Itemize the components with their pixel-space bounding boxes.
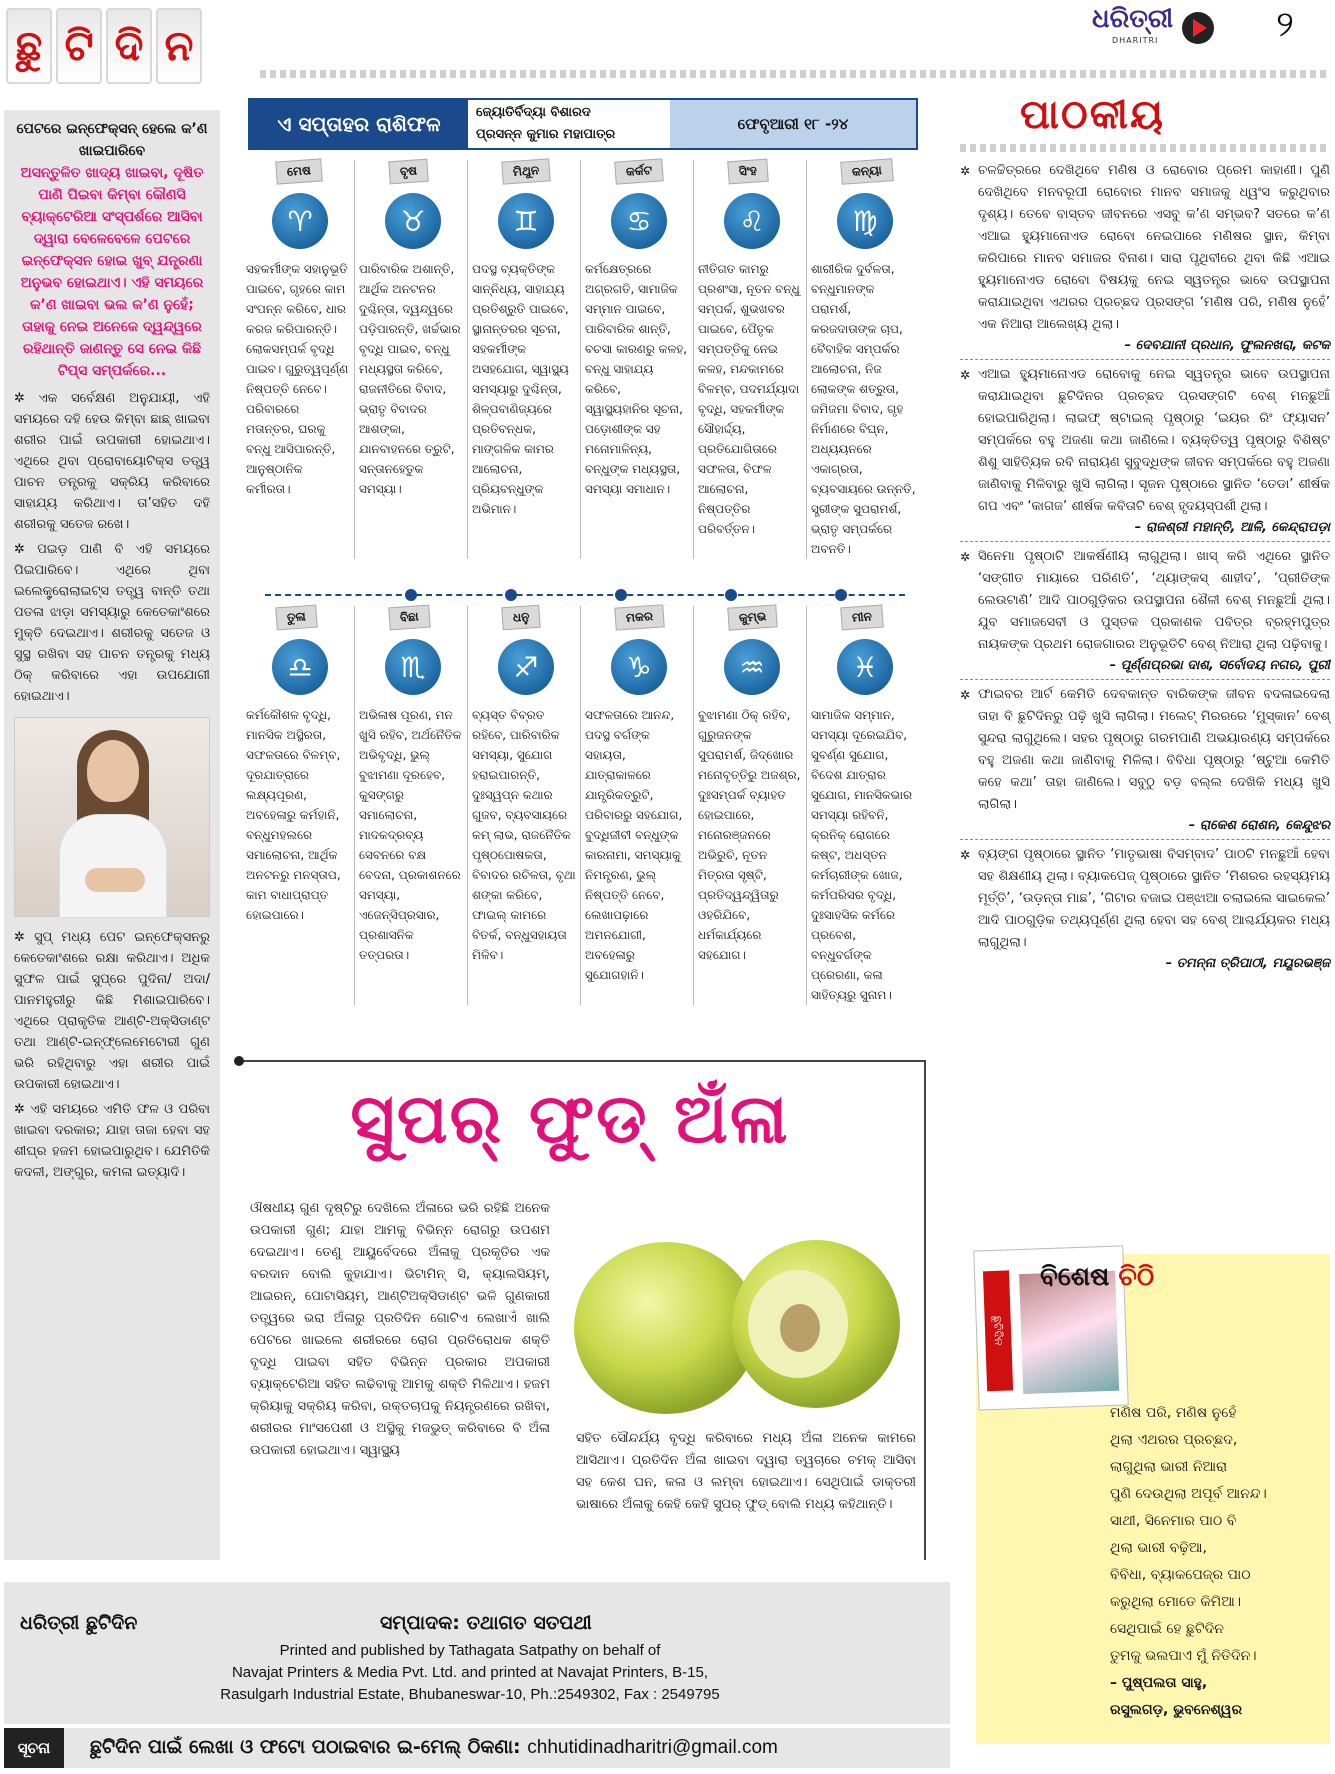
zodiac-gemini (468, 160, 581, 559)
zodiac-cancer (581, 160, 694, 559)
paper-name: ଧରିତ୍ରୀ ଛୁଟିଦିନ (20, 1612, 138, 1634)
zodiac-text: ବ୍ୟସ୍ତ ବିବ୍ରତ ରହିବେ, ପାରିବାରିକ ସମସ୍ୟା, ସୁଯୋଗ ହରାଇପାରନ୍ତି, ଦୁଃସ୍ୱପ୍ନ କଥାର ଗୁଜବ, ବ୍ୟବସାୟରେ କମ୍ ଲାଭ, ରାଜନୈତିକ ପୃଷ୍ଠପୋଷକତା, ବିବାଦର ରଚିଳତା, ବୃଥା ଶଙ୍କା କରିବେ, ଫାଇଲ୍ କାମରେ ବିତର୍କ, ବନ୍ଧୁସହାୟତା ମିଳିବ। (472, 708, 576, 962)
notice-message: ଛୁଟିଦିନ ପାଇଁ ଲେଖା ଓ ଫଟୋ ପଠାଇବାର ଇ-ମେଲ୍ ଠିକଣା: (90, 1736, 521, 1758)
amla-text: ସହିତ ସୌନ୍ଦର୍ଯ୍ୟ ବୃଦ୍ଧି କରିବାରେ ମଧ୍ୟ ଅଁଳା ଅନେକ କାମରେ ଆସିଥାଏ। ପ୍ରତିଦିନ ଅଁଳା ଖାଇବା ଦ୍ୱାରା ତ୍ୱଚାରେ ଚମକ୍ ଆସିବା ସହ କେଶ ଘନ, କଳା ଓ ଲମ୍ବା ହୋଇଥାଏ। ସେଥିପାଇଁ ଡାକ୍ତରୀ ଭାଷାରେ ଅଁଳାକୁ କେହି କେହି ସୁପର୍ ଫୁଡ୍ ବୋଲି ମଧ୍ୟ କହିଥାନ୍ତି। (576, 1431, 916, 1512)
stomach-infection-column (4, 110, 220, 1560)
zodiac-scorpio (355, 606, 468, 1005)
poem-line: ସାଥୀ, ସିନେମାର ପାଠ ବି (1110, 1513, 1237, 1529)
magazine-logo: ଛୁଟିଦିନ (983, 1270, 1013, 1391)
gemini-icon: ♊ (498, 193, 554, 249)
chhutidina-logo (6, 8, 202, 84)
zodiac-row-2 (242, 606, 922, 1005)
poem-line: ମଣିଷ ପରି, ମଣିଷ ନୁହେଁ (1110, 1405, 1237, 1421)
zodiac-name: ବିଛା (388, 605, 430, 631)
horoscope-divider (265, 594, 905, 598)
libra-icon: ♎ (272, 639, 328, 695)
pathakiya-title: ପାଠକୀୟ (1020, 92, 1165, 138)
capricorn-icon: ♑ (611, 639, 667, 695)
imprint-text (150, 1640, 790, 1706)
taurus-icon: ♉ (385, 193, 441, 249)
poem-line: କରୁଥିଲା ମୋତେ କିମିଆ। (1110, 1594, 1242, 1610)
letter-signature: – ରାଜଶ୍ରୀ ମହାନ୍ତି, ଆଳି, କେନ୍ଦ୍ରାପଡ଼ା (1134, 520, 1330, 535)
letter-signature: – ରାକେଶ ରୋଶନ, କେନ୍ଦୁଝର (1188, 818, 1330, 833)
horoscope-date: ଫେବୃଆରୀ ୧୮ -୨୪ (670, 100, 916, 148)
poem-line: ଲାଗୁଥିଲା ଭାରୀ ନିଆରା (1110, 1459, 1228, 1475)
letter-signature: – ପୂର୍ଣ୍ଣପ୍ରଭା ଦାଶ, ସର୍ବୋଦୟ ନଗର, ପୁରୀ (1109, 658, 1330, 673)
zodiac-text: କର୍ମକୌଶଳ ବୃଦ୍ଧି, ମାନସିକ ଅସ୍ଥିରତା, ସଫଳତାରେ ବିଳମ୍ବ, ଦୂରଯାତ୍ରାରେ ଲକ୍ଷ୍ୟପୂରଣ, ଅବହେଳାରୁ କର୍ମହାନି, ବନ୍ଧୁମହଲରେ ସମାଲୋଚନା, ଆର୍ଥିକ ଅନଟନରୁ ମନସ୍ତାପ, କାମ ବାଧାପ୍ରାପ୍ତ ହୋଇପାରେ। (246, 708, 341, 922)
pathakiya-divider (960, 144, 1330, 152)
logo-letter: ଛୁ (6, 8, 52, 84)
imprint-line: Printed and published by Tathagata Satpathy on behalf of (279, 1642, 661, 1659)
zodiac-name: ମୀନ (840, 605, 883, 631)
zodiac-name: କନ୍ୟା (840, 158, 893, 185)
zodiac-text: କର୍ମକ୍ଷେତ୍ରରେ ଅଗ୍ରଗତି, ସାମାଜିକ ସମ୍ମାନ ପାଇବେ, ପାରିବାରିକ ଶାନ୍ତି, ବଚସା କାରଣରୁ କଳହ, ବନ୍ଧୁ ସାହାଯ୍ୟ କରିବେ, ସ୍ୱାସ୍ଥ୍ୟହାନିର ସୂଚନା, ପଡ଼ୋଶୀଙ୍କ ସହ ମନୋମାଳିନ୍ୟ, ବନ୍ଧୁଙ୍କ ମଧ୍ୟସ୍ଥତା, ସମସ୍ୟା ସମାଧାନ। (585, 262, 688, 496)
zodiac-libra (242, 606, 355, 1005)
virgo-icon: ♍ (837, 193, 893, 249)
zodiac-text: ଅଭିଳାଷ ପୂରଣ, ମନ ଖୁସି ରହିବ, ଅର୍ଥନୈତିକ ଅଭିବୃଦ୍ଧି, ଭୁଲ୍ ବୁଝାମଣା ଦୂରହେବ, କୁସଙ୍ଗରୁ ସମାଲୋଚନା, ମାଦକଦ୍ରବ୍ୟ ସେବନରେ ବକ୍ଷ ବେଦନା, ପ୍ରକାଶନରେ ସମସ୍ୟା, ଏଜେନ୍ସିପ୍ରସାର, ପ୍ରଶାସନିକ ତତ୍ପରତା। (359, 708, 462, 962)
pisces-icon: ♓ (837, 639, 893, 695)
zodiac-taurus (355, 160, 468, 559)
woman-stomach-pain-photo (14, 717, 210, 917)
top-divider (260, 70, 1330, 78)
amla-title: ସୁପର୍ ଫୁଡ୍ ଅଁଳା (350, 1080, 790, 1159)
special-letter-title (1040, 1262, 1154, 1293)
zodiac-text: ସଫଳତାରେ ଆନନ୍ଦ, ପଦସ୍ଥ ବର୍ଗଙ୍କ ସହାୟତା, ଯାତ୍ରାକାଳରେ ଯାନ୍ତ୍ରିକତ୍ରୁଟି, ପରିବାରରୁ ସହଯୋଗ, ବୁଦ୍ଧିଜୀବୀ ବନ୍ଧୁଙ୍କ କାରନାମା, ସମସ୍ୟାକୁ ନିମନ୍ତ୍ରଣ, ଭୁଲ୍ ନିଷ୍ପତ୍ତି ନେବେ, ଲେଖାପଢ଼ାରେ ଅମନଯୋଗୀ, ଅବହେଳାରୁ ସୁଯୋଗହାନି। (585, 708, 683, 982)
poem-line: ବିବିଧା, ବ୍ୟାକପେଜ୍‌ର ପାଠ (1110, 1567, 1251, 1583)
zodiac-leo (694, 160, 807, 559)
zodiac-text: ଶାରୀରିକ ଦୁର୍ବଳତା, ବନ୍ଧୁମାନଙ୍କ ପରାମର୍ଶ, କରଜଦାତାଙ୍କ ଚାପ, ବୈବାହିକ ସମ୍ପର୍କର ଆଲୋଚନା, ନିଜ ଲୋକଙ୍କ ଶତ୍ରୁତା, ଜମିଜମା ବିବାଦ, ଗୃହ ନିର୍ମାଣରେ ବିଘ୍ନ, ଅଧ୍ୟୟନରେ ଏକାଗ୍ରତା, ବ୍ୟବସାୟରେ ଉନ୍ନତି, ସ୍ତ୍ରୀଙ୍କ ସୁପରାମର୍ଶ, ଭ୍ରାତୃ ସମ୍ପର୍କରେ ଅବନତି। (811, 262, 916, 556)
notice-label: ସୂଚନା (4, 1728, 64, 1768)
special-title-word: ଚିଠି (1118, 1262, 1155, 1292)
logo-letter: ଦି (106, 8, 152, 84)
zodiac-text: ସହକର୍ମୀଙ୍କ ସହାନୁଭୂତି ପାଇବେ, ଗୃହରେ କାମ ସଂପନ୍ନ କରିବେ, ଧାର କରଜ କରିପାରନ୍ତି। ଲୋକସମ୍ପର୍କ ବୃଦ୍ଧି ପାଇବ। ଗୁରୁତ୍ୱପୂର୍ଣ୍ଣ ନିଷ୍ପତ୍ତି ନେବେ। ପରିବାରରେ ମତାନ୍ତର, ଘରକୁ ବନ୍ଧୁ ଆସିପାରନ୍ତି, ଆନୁଷ୍ଠାନିକ କର୍ମୀରତା। (246, 262, 349, 496)
zodiac-text: ବୁଝାମଣା ଠିକ୍ ରହିବ, ଗୁରୁଜନଙ୍କ ସୁପରାମର୍ଶ, ଜିଦ୍‌ଖୋର ମନୋବୃତ୍ତିରୁ ଅଜଶ୍ର, ଦୁଃସମ୍ପର୍କ ବ୍ୟାହତ ହୋଇପାରେ, ମନୋରଞ୍ଜନରେ ଅଭିରୁଚି, ନୂତନ ମିତ୍ରତା ସୃଷ୍ଟି, ପ୍ରତିଦ୍ୱନ୍ଦ୍ୱିତାରୁ ଓହରିଯିବେ, ଧର୍ମକାର୍ଯ୍ୟରେ ସହଯୋଗ। (698, 708, 801, 962)
leo-icon: ♌ (724, 193, 780, 249)
zodiac-name: କୁମ୍ଭ (727, 604, 778, 630)
column-paragraph: ✲ ସୁପ୍ ମଧ୍ୟ ପେଟ ଇନ୍‌ଫେକ୍ସନରୁ କେତେକାଂଶରେ ରକ୍ଷା କରିଥାଏ। ଅଧିକ ସୁଫଳ ପାଇଁ ସୁପ୍‌ରେ ପୁଦିନା/ ଅଦା/ ପାନମହୁରୀରୁ କିଛି ମିଶାଇପାରିବେ। ଏଥିରେ ପ୍ରାକୃତିକ ଆଣ୍ଟି-ଅକ୍ସିଡାଣ୍ଟ ତଥା ଆଣ୍ଟି-ଇନ୍‌ଫ୍ଲେମେଟୋରୀ ଗୁଣ ଭରି ରହିଥିବାରୁ ଏହା ଶରୀର ପାଇଁ ଉପକାରୀ ହୋଇଥାଏ। (14, 930, 210, 1092)
letter-signature: – ତମନ୍ନା ତ୍ରିପାଠୀ, ମୟୂରଭଞ୍ଜ (1165, 956, 1330, 971)
poem-line: ସେଥିପାଇଁ ହେ ଛୁଟିଦିନ (1110, 1621, 1224, 1637)
reader-letter: ✲ ସିନେମା ପୃଷ୍ଠାଟି ଆକର୍ଷଣୀୟ ଲାଗୁଥିଲା। ଖାସ୍ କରି ଏଥିରେ ସ୍ଥାନିତ ‘ସଙ୍ଗୀତ ମାୟାରେ ପରିଣତି’, ‘ଥ୍ୟାଙ୍କସ୍ ଶାହୀଦ’, ‘ପ୍ରୀତିଙ୍କ ଲେଉଟାଣି’ ଆଦି ପାଠଗୁଡ଼ିକର ଉପସ୍ଥାପନା ଶୈଳୀ ବେଶ୍ ମନଛୁଆଁ ଥିଲା। ଯୁବ ସମାଜସେବୀ ଓ ପୁସ୍ତକ ପ୍ରକାଶକ ପବିତ୍ର ବ୍ରହ୍ମପୁତ୍ର ନାୟକଙ୍କ ପ୍ରଥମ ରୋଜଗାରର ଅନୁଭୂତିଟି ବେଶ୍ ନିଆରା ଥିଲା ପଢ଼ିବାକୁ। (960, 546, 1330, 656)
logo-letter: ନ (156, 8, 202, 84)
scorpio-icon: ♏ (385, 639, 441, 695)
email-link[interactable]: chhutidinadharitri@gmail.com (527, 1737, 778, 1758)
zodiac-text: ପଦସ୍ଥ ବ୍ୟକ୍ତିଙ୍କ ସାନ୍ନିଧ୍ୟ, ସାହାଯ୍ୟ ପ୍ରତିଶ୍ରୁତି ପାଇବେ, ସ୍ଥାନାନ୍ତରର ସୂଚନା, ସହକର୍ମୀଙ୍କ ଅସହଯୋଗ, ସ୍ୱାସ୍ଥ୍ୟ ସମସ୍ୟାରୁ ଦୁଶ୍ଚିନ୍ତା, ଶିଳ୍ପବାଣିଜ୍ୟରେ ପ୍ରତିବନ୍ଧକ, ମାଙ୍ଗଳିକ କାମର ଆଲୋଚନା, ପ୍ରିୟବନ୍ଧୁଙ୍କ ଅଭିମାନ। (472, 262, 569, 516)
zodiac-capricorn (581, 606, 694, 1005)
cancer-icon: ♋ (611, 193, 667, 249)
zodiac-name: ମକର (614, 604, 664, 630)
notice-text (90, 1736, 778, 1759)
poem-signature: – ପୁଷ୍ପଲତା ସାହୁ, (1110, 1675, 1208, 1691)
horoscope-author (476, 102, 666, 146)
sagittarius-icon: ♐ (498, 639, 554, 695)
author-name: ପ୍ରସନ୍ନ କୁମାର ମହାପାତ୍ର (476, 127, 616, 142)
dharitri-brand: ଧରିତ୍ରୀ (1092, 4, 1174, 34)
zodiac-aquarius (694, 606, 807, 1005)
special-title-word: ବିଶେଷ (1040, 1262, 1110, 1292)
zodiac-name: ବୃଷ (388, 159, 429, 185)
poem-line: ଥିଲା ଏଥରର ପ୍ରଚ୍ଛଦ, (1110, 1432, 1238, 1448)
dharitri-brand-sub: DHARITRI (1112, 36, 1159, 45)
zodiac-name: ତୁଳା (275, 605, 317, 631)
column-paragraph: ✲ ପଇଡ଼ ପାଣି ବି ଏହି ସମୟରେ ପିଇପାରିବେ। ଏଥିରେ ଥିବା ଇଲେକ୍ଟ୍ରୋଲାଇଟ୍ସ ତତ୍ତ୍ୱ ବାନ୍ତି ତଥା ପତଳା ଝାଡ଼ା ସମସ୍ୟାରୁ କେତେକାଂଶରେ ମୁକ୍ତି ଦେଇଥାଏ। ଶରୀରକୁ ସତେଜ ଓ ସୁସ୍ଥ ରଖିବା ସହ ପାଚନ ତନ୍ତ୍ରକୁ ମଧ୍ୟ ଠିକ୍ କରିବାରେ ଏହା ଉପଯୋଗୀ ହୋଇଥାଏ। (14, 542, 210, 704)
reader-letter: ✲ ଚଳଚ୍ଚିତ୍ରରେ ଦେଖିଥିବେ ମଣିଷ ଓ ରୋବୋର ପ୍ରେମ କାହାଣୀ। ପୁଣି ଦେଖିଥିବେ ମନବରୂପୀ ରୋବୋର ମାନବ ସମାଜକୁ ଧ୍ୱଂସ କରୁଥିବାର ଦୃଶ୍ୟ। ତେବେ ବାସ୍ତବ ଜୀବନରେ ଏସବୁ କ’ଣ ସମ୍ଭବ? ସତରେ କ’ଣ ଏଆଇ ହ୍ୟୁମାନୋଏଡ ରୋବୋ ନେଇପାରେ ମଣିଷର ସ୍ଥାନ, କିମ୍ବା କରିପାରେ ମାନବ ସମାଜର ବିନାଶ। ସାରା ପୃଥିବୀରେ ଥିବା କିଛି ଏଆଇ ହ୍ୟୁମାନୋଏଡ ରୋବୋ ବିଷୟକୁ ନେଇ ସ୍ୱତନ୍ତ୍ର ଭାବେ ଉପସ୍ଥାପନା କରାଯାଇଥିବା ଏଥରର ପ୍ରଚ୍ଛଦ ପ୍ରସଙ୍ଗ ‘ମଣିଷ ପରି, ମଣିଷ ନୁହେଁ’ ଏକ ନିଆରା ଆଲେଖ୍ୟ ଥିଲା। (960, 160, 1330, 336)
poem-line: ଥିଲା ଭାରୀ ବଢ଼ିଆ, (1110, 1540, 1207, 1556)
zodiac-sagittarius (468, 606, 581, 1005)
amla-text: ଔଷଧୀୟ ଗୁଣ ଦୃଷ୍ଟିରୁ ଦେଖିଲେ ଅଁଳାରେ ଭରି ରହିଛି ଅନେକ ଉପକାରୀ ଗୁଣ; ଯାହା ଆମକୁ ବିଭିନ୍ନ ରୋଗରୁ ଉପଶମ ଦେଇଥାଏ। ତେଣୁ ଆୟୁର୍ବେଦରେ ଅଁଳାକୁ ପ୍ରକୃତିର ଏକ ବରଦାନ ବୋଲି କୁହାଯାଏ। ଭିଟାମିନ୍ ସି, କ୍ୟାଲସିୟମ୍, ଆଇରନ୍, ପୋଟାସିୟମ୍, ଆଣ୍ଟିଅକ୍ସିଡାଣ୍ଟ ଭଳି ଗୁଣକାରୀ ତତ୍ତ୍ୱରେ ଭରା ଅଁଳାରୁ ପ୍ରତିଦିନ ଗୋଟିଏ ଲେଖାଏଁ ଖାଲି ପେଟରେ ଖାଇଲେ ଶରୀରରେ ରୋଗ ପ୍ରତିରୋଧକ ଶକ୍ତି ବୃଦ୍ଧି ପାଇବା ସହିତ ବିଭିନ୍ନ ପ୍ରକାର ଅପକାରୀ ବ୍ୟାକ୍ଟେରିଆ ସହିତ ଲଢିବାକୁ ଆମକୁ ଶକ୍ତି ମିଳିଥାଏ। ହଜମ କ୍ରିୟାକୁ ସକ୍ରିୟ କରିବା, ରକ୍ତଚାପକୁ ନିୟନ୍ତ୍ରଣରେ ରଖିବା, ଶରୀରର ମାଂସପେଶୀ ଓ ଅସ୍ଥିକୁ ମଜଭୁତ୍ କରିବାରେ ବି ଅଁଳା ଉପକାରୀ ହୋଇଥାଏ। ସ୍ୱାସ୍ଥ୍ୟ (250, 1201, 550, 1458)
masthead (0, 0, 1335, 92)
poem-line: ତୁମକୁ ଭଲପାଏ ମୁଁ ନିତିଦିନ। (1110, 1648, 1257, 1664)
column-heading: ପେଟରେ ଇନ୍‌ଫେକ୍ସନ୍ ହେଲେ କ’ଣ ଖାଇପାରିବେ (16, 121, 208, 159)
readers-letters-column (960, 92, 1330, 977)
imprint-line: Rasulgarh Industrial Estate, Bhubaneswar-10, Ph.:2549302, Fax : 2549795 (220, 1686, 720, 1703)
editor-name: ସମ୍ପାଦକ: ତଥାଗତ ସତପଥୀ (380, 1612, 592, 1634)
zodiac-virgo (807, 160, 920, 559)
author-qualification: ଜ୍ୟୋତିର୍ବିଦ୍ୟା ବିଶାରଦ (476, 105, 591, 120)
column-intro: ଅସନ୍ତୁଳିତ ଖାଦ୍ୟ ଖାଇବା, ଦୂଷିତ ପାଣି ପିଇବା କିମ୍ବା କୌଣସି ବ୍ୟାକ୍ଟେରିଆ ସଂସ୍ପର୍ଶରେ ଆସିବା ଦ୍ୱାରା ବେଳେବେଳେ ପେଟରେ ଇନ୍‌ଫେକ୍ସନ ହୋଇ ଖୁବ୍ ଯନ୍ତ୍ରଣା ଅନୁଭବ ହୋଇଥାଏ। ଏହି ସମୟରେ କ’ଣ ଖାଇବା ଭଲ କ’ଣ ନୁହେଁ; ତାହାକୁ ନେଇ ଅନେକେ ଦ୍ୱନ୍ଦ୍ୱରେ ରହିଥାନ୍ତି ଜାଣନ୍ତୁ ସେ ନେଇ କିଛି ଟିପ୍ସ ସମ୍ପର୍କରେ... (20, 165, 204, 379)
zodiac-text: ସାମାଜିକ ସମ୍ମାନ, ସମସ୍ୟା ଦୂରେଇଯିବ, ସୁବର୍ଣ୍ଣ ସୁଯୋଗ, ବିଦେଶ ଯାତ୍ରାର ସୁଯୋଗ, ମାନସିକଭାର ସମସ୍ୟା ରହିବନି, କ୍ରନିକ୍ ରୋଗରେ କଷ୍ଟ, ଅଧସ୍ତନ କର୍ମଚାରୀଙ୍କ ଖୋଜ, କର୍ମପରିସର ବୃଦ୍ଧି, ଦୁଃସାହସିକ କର୍ମରେ ପ୍ରବେଶ, ବନ୍ଧୁବର୍ଗଙ୍କ ପ୍ରେରଣା, କଳା ସାହିତ୍ୟରୁ ସୁନାମ। (811, 708, 913, 1002)
zodiac-aries (242, 160, 355, 559)
zodiac-text: ନୀତିଗତ କାମରୁ ପ୍ରଶଂସା, ନୂତନ ବନ୍ଧୁ ସମ୍ପର୍କ, ଶୁଭଖବର ପାଇବେ, ପୈତୃକ ସମ୍ପତ୍ତିକୁ ନେଇ କଳହ, ମନ୍ଦକାମରେ ବିଳମ୍ବ, ପଦମର୍ଯ୍ୟାଦା ବୃଦ୍ଧି, ସହକର୍ମୀଙ୍କ ସୌହାର୍ଦ୍ଦ୍ୟ, ପ୍ରତିଯୋଗିତାରେ ସଫଳତା, ବିଫଳ ଆଲୋଚନା, ନିଷ୍ପତ୍ତିର ପରିବର୍ତ୍ତନ। (698, 262, 800, 536)
zodiac-text: ପାରିବାରିକ ଅଶାନ୍ତି, ଆର୍ଥିକ ଅନଟନର ଦୁଶ୍ଚିନ୍ତା, ଦ୍ୱନ୍ଦ୍ୱରେ ପଡ଼ିପାରନ୍ତି, ଖର୍ଚ୍ଚଭାର ବୃଦ୍ଧି ପାଇବ, ବନ୍ଧୁ ମଧ୍ୟସ୍ଥତା କରିବେ, ରାଜନୀତିରେ ବିବାଦ, ଭ୍ରାତୃ ବିବାଦର ଆଶଙ୍କା, ଯାନବାହନରେ ତ୍ରୁଟି, ସନ୍ତାନହେତୁକ ସମସ୍ୟା। (359, 262, 461, 496)
zodiac-name: ମେଷ (275, 158, 322, 184)
reader-letter: ✲ ବ୍ୟଙ୍ଗ ପୃଷ୍ଠାରେ ସ୍ଥାନିତ ‘ମାତୃଭାଷା ବିସମ୍ବାଦ’ ପାଠଟି ମନଛୁଆଁ ହେବା ସହ ଶିକ୍ଷଣୀୟ ଥିଲା। ବ୍ୟାକପେଜ୍ ପୃଷ୍ଠାରେ ସ୍ଥାନିତ ‘ମିଶରର ରହସ୍ୟମୟ ମୂର୍ତ୍ତି’, ‘ଉଡ଼ନ୍ତା ମାଛ’, ‘ଗିଟାର ବଜାଇ ପଞ୍ଝାଆ ଚଲାଇଲେ ସାଇକେଲ’ ଆଦି ପାଠଗୁଡ଼ିକ ତଥ୍ୟପୂର୍ଣ୍ଣ ଥିଲା ହେବା ସହ ବେଶ୍ ଆଶ୍ଚର୍ଯ୍ୟକର ମଧ୍ୟ ଲାଗୁଥିଲା। (960, 844, 1330, 954)
poem-line: ପୁଣି ଦେଉଥିଲା ଅପୂର୍ବ ଆନନ୍ଦ। (1110, 1486, 1267, 1502)
zodiac-name: ସିଂହ (727, 159, 768, 185)
column-paragraph: ✲ ଏହି ସମୟରେ ଏମିତି ଫଳ ଓ ପରିବା ଖାଇବା ଦରକାର; ଯାହା ତାଜା ହେବା ସହ ଶୀଘ୍ର ହଜମ ହୋଇପାରୁଥିବ। ଯେମିତିକି କଦଳୀ, ଅଙ୍ଗୁର, କମଳା ଇତ୍ୟାଦି। (14, 1102, 210, 1180)
play-icon (1182, 12, 1214, 44)
logo-letter: ଟି (56, 8, 102, 84)
zodiac-row-1 (242, 160, 922, 559)
horoscope-banner (248, 98, 918, 150)
page-number: ୨ (1276, 4, 1294, 45)
letter-signature: – ଦେବଯାନୀ ପ୍ରଧାନ, ଫୁଲନଖରା, କଟକ (1124, 338, 1330, 353)
horoscope-title: ଏ ସପ୍ତାହର ରାଶିଫଳ (250, 100, 468, 148)
zodiac-pisces (807, 606, 920, 1005)
column-paragraph: ✲ ଏକ ସର୍ବେକ୍ଷଣ ଅନୁଯାୟୀ, ଏହି ସମୟରେ ଦହି ହେଉ କିମ୍ବା ଛାଛ୍ ଖାଇବା ଶରୀର ପାଇଁ ଉପକାରୀ ହୋଇଥାଏ। ଏଥିରେ ଥିବା ପ୍ରୋବାୟୋଟିକ୍ସ ତତ୍ତ୍ୱ ପାଚନ ତନ୍ତ୍ରକୁ ସକ୍ରିୟ କରିବାରେ ସାହାଯ୍ୟ କରିଥାଏ। ତା’ସହିତ ଦହି ଶରୀରକୁ ସତେଜ ରଖେ। (14, 391, 210, 532)
imprint-line: Navajat Printers & Media Pvt. Ltd. and printed at Navajat Printers, B-15, (231, 1664, 709, 1681)
poem-signature-place: ରସୁଲଗଡ଼, ଭୁବନେଶ୍ୱର (1110, 1702, 1243, 1718)
reader-letter: ✲ ଏଆଇ ହ୍ୟୁମାନୋଏଡ ରୋବୋକୁ ନେଇ ସ୍ୱତନ୍ତ୍ର ଭାବେ ଉପସ୍ଥାପନା କରାଯାଇଥିବା ଛୁଟିଦିନର ପ୍ରଚ୍ଛଦ ପ୍ରସଙ୍ଗଟି ବେଶ୍ ମନଛୁଆଁ ହୋଇପାରିଥିଲା। ଲାଇଫ୍ ଷ୍ଟାଇଲ୍ ପୃଷ୍ଠାରୁ ‘ଇୟର ରିଂ ଫ୍ୟାସନ’ ସମ୍ପର୍କରେ ବହୁ ଅଜଣା କଥା ଜାଣିଲେ। ବ୍ୟକ୍ତିତ୍ୱ ପୃଷ୍ଠାରୁ ବିଶିଷ୍ଟ ଶିଶୁ ସାହିତ୍ୟିକ ରବି ନାରାୟଣ ସୁବୁଦ୍ଧିଙ୍କ ଜୀବନ ସମ୍ପର୍କରେ ବହୁ ଅଜଣା ଜାଣିବାକୁ ମିଳିବାରୁ ଖୁସି ଲାଗିଲା। ସୃଜନ ପୃଷ୍ଠାରେ ସ୍ଥାନିତ ‘ତେଡା’ ଶୀର୍ଷକ ଗପ ଏବଂ ‘କାଗଜ’ ଶୀର୍ଷକ କବିତାଟି ବେଶ୍ ହୃଦୟସ୍ପର୍ଶୀ ଥିଲା। (960, 364, 1330, 518)
aquarius-icon: ♒ (724, 639, 780, 695)
special-letter-poem (1110, 1400, 1330, 1724)
zodiac-name: ଧନୁ (501, 605, 541, 631)
aries-icon: ♈ (272, 193, 328, 249)
zodiac-name: ମିଥୁନ (501, 158, 551, 184)
zodiac-name: କର୍କଟ (614, 158, 664, 184)
amla-fruit-image (566, 1220, 916, 1420)
reader-letter: ✲ ଫାଇବର ଆର୍ଟ କେମିତି ଦେବକାନ୍ତ ବାରିକଙ୍କ ଜୀବନ ବଦଳାଇଦେଲା ତାହା ବି ଛୁଟିଦିନରୁ ପଢ଼ି ଖୁସି ଲାଗିଲା। ମଲେଟ୍ ମିରରରେ ‘ମୁସ୍କାନ’ ବେଶ୍ ସୁନ୍ଦରା ଲାଗୁଥିଲେ। ସହର ପୃଷ୍ଠାରୁ ଗରମପାଣି ଅଭୟାରଣ୍ୟ ସମ୍ପର୍କରେ ବହୁ ଅଜଣା କଥା ଜାଣିବାକୁ ମିଳିଲା। ବିବିଧା ପୃଷ୍ଠାରୁ ‘ଷ୍ଟୁଆ କେମିତି କହେ କଥା’ ତାହା ଜାଣିଲେ। ସବୁଠୁ ବଡ଼ ବଲ୍ଲ ଦେଖିକି ମଧ୍ୟ ଖୁସି ଲାଗିଲା। (960, 684, 1330, 816)
